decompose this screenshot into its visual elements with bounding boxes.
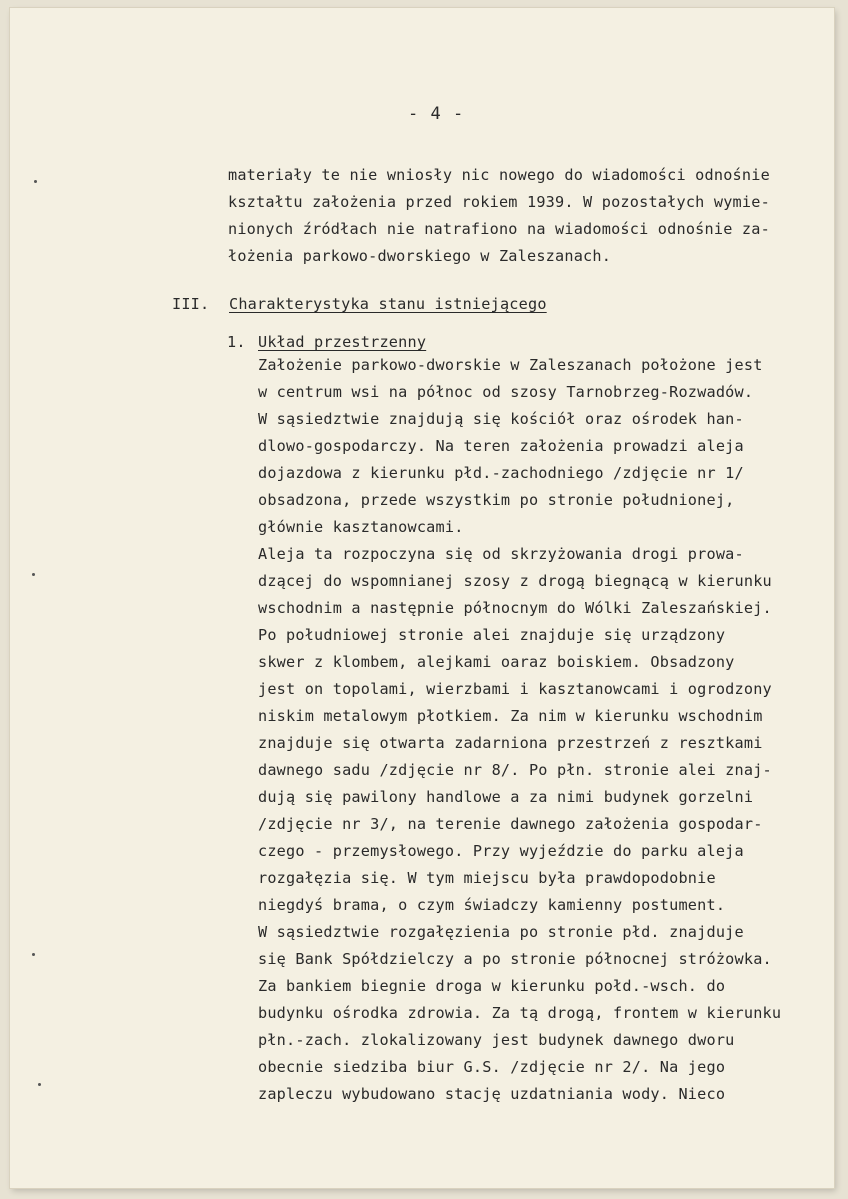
intro-line: kształtu założenia przed rokiem 1939. W pozostałych wymie- <box>228 193 770 211</box>
section-title: Charakterystyka stanu istniejącego <box>229 295 547 313</box>
subsection-title: Układ przestrzenny <box>258 333 427 351</box>
body-line: skwer z klombem, alejkami oaraz boiskiem. Obsadzony <box>258 653 735 671</box>
body-line: w centrum wsi na północ od szosy Tarnobrzeg-Rozwadów. <box>258 383 754 401</box>
body-line: Aleja ta rozpoczyna się od skrzyżowania drogi prowa- <box>258 545 744 563</box>
section-number: III. <box>172 295 210 313</box>
body-line: obsadzona, przede wszystkim po stronie południonej, <box>258 491 735 509</box>
typewritten-page <box>10 8 834 1188</box>
margin-mark <box>32 573 35 576</box>
intro-line: nionych źródłach nie natrafiono na wiadomości odnośnie za- <box>228 220 770 238</box>
body-line: niskim metalowym płotkiem. Za nim w kierunku wschodnim <box>258 707 763 725</box>
page-number: - 4 - <box>408 104 465 124</box>
body-line: /zdjęcie nr 3/, na terenie dawnego założenia gospodar- <box>258 815 763 833</box>
body-line: jest on topolami, wierzbami i kasztanowcami i ogrodzony <box>258 680 772 698</box>
body-line: dują się pawilony handlowe a za nimi budynek gorzelni <box>258 788 754 806</box>
intro-line: łożenia parkowo-dworskiego w Zaleszanach. <box>228 247 612 265</box>
body-line: się Bank Spółdzielczy a po stronie północnej stróżowka. <box>258 950 772 968</box>
body-line: czego - przemysłowego. Przy wyjeździe do parku aleja <box>258 842 744 860</box>
body-line: rozgałęzia się. W tym miejscu była prawdopodobnie <box>258 869 716 887</box>
body-line: niegdyś brama, o czym świadczy kamienny postument. <box>258 896 726 914</box>
body-line: Za bankiem biegnie droga w kierunku połd.-wsch. do <box>258 977 726 995</box>
body-line: Po południowej stronie alei znajduje się urządzony <box>258 626 726 644</box>
body-line: dlowo-gospodarczy. Na teren założenia prowadzi aleja <box>258 437 744 455</box>
body-line: W sąsiedztwie znajdują się kościół oraz ośrodek han- <box>258 410 744 428</box>
body-line: dawnego sadu /zdjęcie nr 8/. Po płn. stronie alei znaj- <box>258 761 772 779</box>
body-line: budynku ośrodka zdrowia. Za tą drogą, frontem w kierunku <box>258 1004 782 1022</box>
subsection-number: 1. <box>227 333 246 351</box>
body-line: płn.-zach. zlokalizowany jest budynek dawnego dworu <box>258 1031 735 1049</box>
margin-mark <box>32 953 35 956</box>
margin-mark <box>34 180 37 183</box>
body-line: dzącej do wspomnianej szosy z drogą biegnącą w kierunku <box>258 572 772 590</box>
body-line: obecnie siedziba biur G.S. /zdjęcie nr 2/. Na jego <box>258 1058 726 1076</box>
body-line: dojazdowa z kierunku płd.-zachodniego /zdjęcie nr 1/ <box>258 464 744 482</box>
body-line: znajduje się otwarta zadarniona przestrzeń z resztkami <box>258 734 763 752</box>
margin-mark <box>38 1083 41 1086</box>
body-line: W sąsiedztwie rozgałęzienia po stronie płd. znajduje <box>258 923 744 941</box>
body-line: głównie kasztanowcami. <box>258 518 464 536</box>
body-line: wschodnim a następnie północnym do Wólki Zaleszańskiej. <box>258 599 772 617</box>
intro-line: materiały te nie wniosły nic nowego do wiadomości odnośnie <box>228 166 770 184</box>
body-line: Założenie parkowo-dworskie w Zaleszanach położone jest <box>258 356 763 374</box>
body-line: zapleczu wybudowano stację uzdatniania wody. Nieco <box>258 1085 726 1103</box>
